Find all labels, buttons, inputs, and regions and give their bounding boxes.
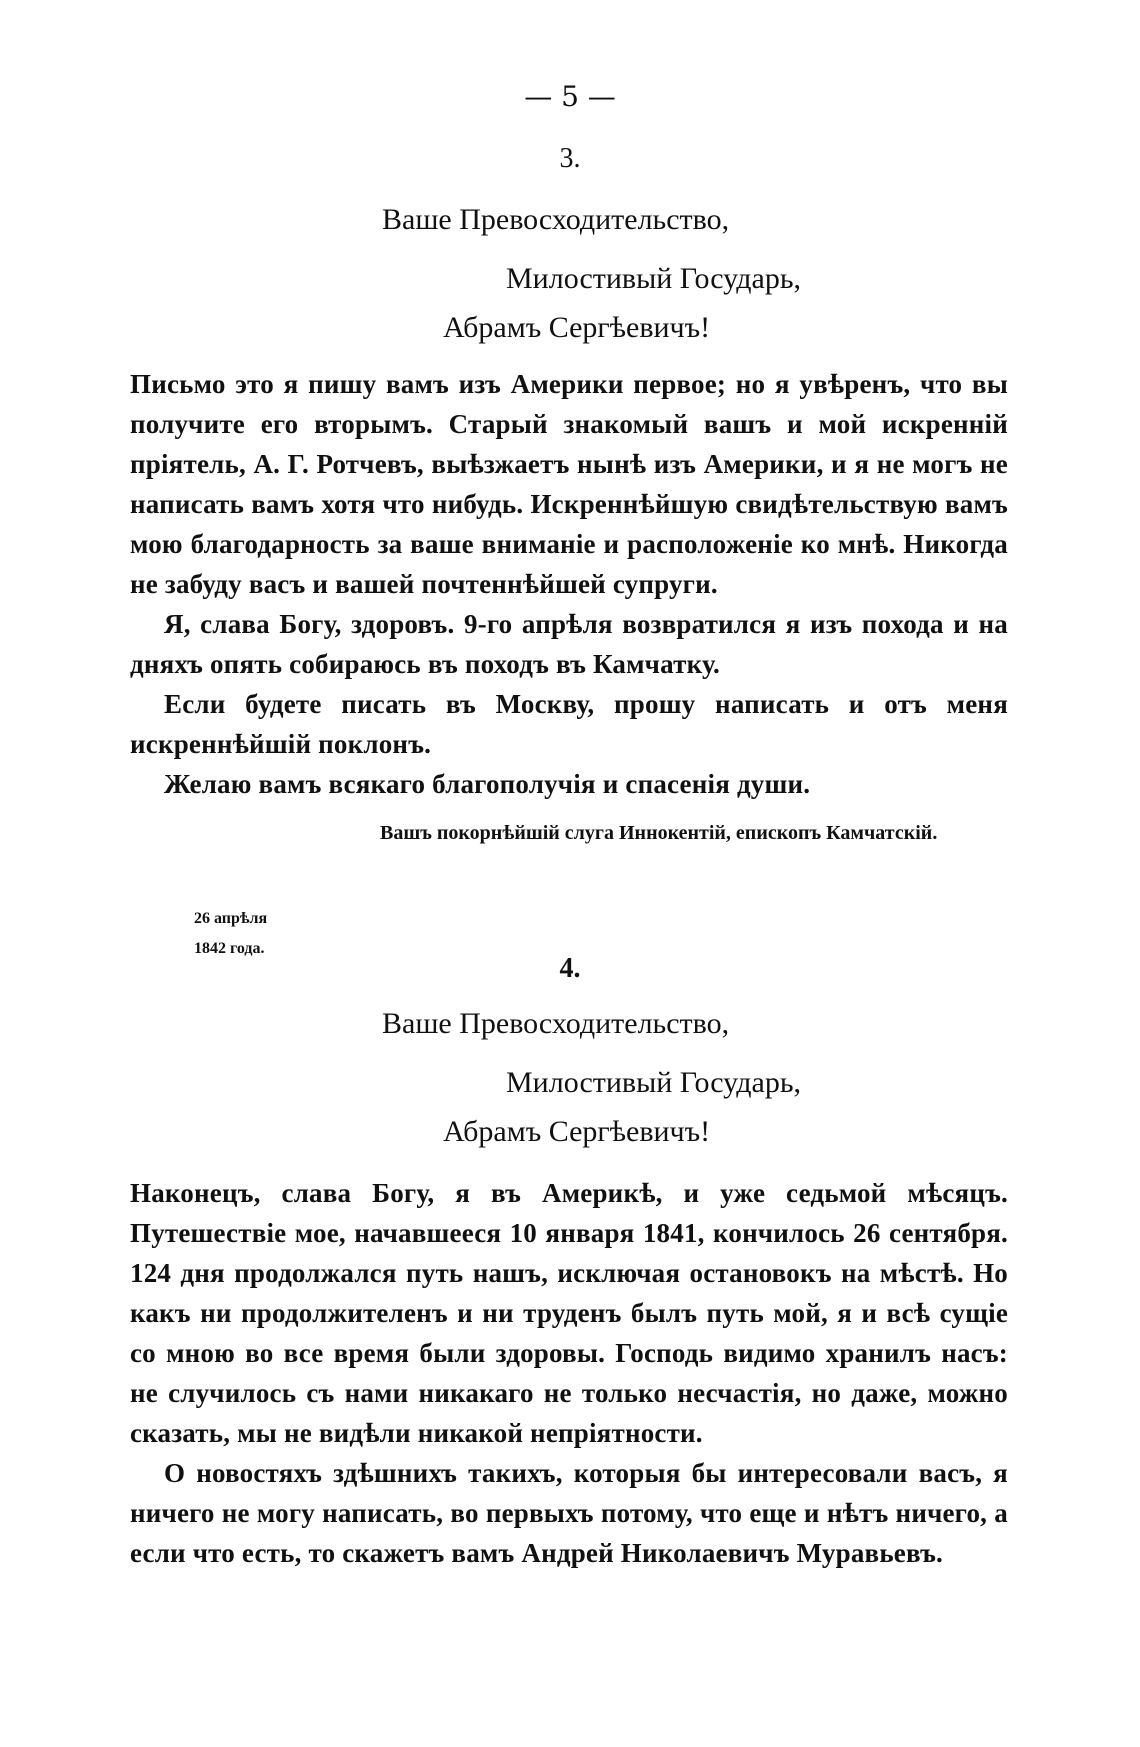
letter-3-paragraph-2: Я, слава Богу, здоровъ. 9-го апрѣля возвратился я изъ похода и на дняхъ опять собираюсь въ походъ въ Камчатку. [130,609,1008,679]
letter-4-body [130,1173,1008,1573]
letter-3-paragraph-1: Письмо это я пишу вамъ изъ Америки первое; но я увѣренъ, что вы получите его вторымъ. Старый знакомый вашъ и мой искренній пріятель, А. Г. Ротчевъ, выѣзжаетъ нынѣ изъ Америки, и я не могъ не написать вамъ хотя что нибудь. Искреннѣйшую свидѣтельствую вамъ мою благодарность за ваше вниманіе и расположеніе ко мнѣ. Никогда не забуду васъ и вашей почтеннѣйшей супруги. [130,369,1008,599]
letter-3-date-year: 1842 года. [194,940,265,957]
letter-3-signature: Вашъ покорнѣйшій слуга Иннокентій, епископъ Камчатскій. [380,822,938,844]
letter-3-body [130,364,1008,804]
letter-4-number: 4. [559,953,581,984]
letter-4-paragraph-1: Наконецъ, слава Богу, я въ Америкѣ, и уже седьмой мѣсяцъ. Путешествіе мое, начавшееся 10 января 1841, кончилось 26 сентября. 124 дня продолжался путь нашъ, исключая остановокъ на мѣстѣ. Но какъ ни продолжителенъ и ни труденъ былъ путь мой, я и всѣ сущіе со мною во все время были здоровы. Господь видимо хранилъ насъ: не случилось съ нами никакаго не только несчастія, но даже, можно сказать, мы не видѣли никакой непріятности. [130,1178,1008,1448]
letter-4-salutation-line-3: Абрамъ Сергѣевичъ! [443,1115,711,1148]
letter-3-date-day: 26 апрѣля [194,910,268,927]
letter-3-paragraph-4: Желаю вамъ всякаго благополучія и спасенія души. [164,769,811,799]
letter-3-salutation-line-1: Ваше Превосходительство, [382,203,730,236]
letter-4-salutation-line-2: Милостивый Государь, [506,1066,802,1099]
letter-3-salutation-line-3: Абрамъ Сергѣевичъ! [443,311,711,344]
page-number: — 5 — [524,80,616,113]
letter-4-salutation-line-1: Ваше Превосходительство, [382,1007,730,1040]
letter-3-number: 3. [559,143,581,174]
letter-4-paragraph-2: О новостяхъ здѣшнихъ такихъ, которыя бы интересовали васъ, я ничего не могу написать, во первыхъ потому, что еще и нѣтъ ничего, а если что есть, то скажетъ вамъ Андрей Николаевичъ Муравьевъ. [130,1458,1008,1568]
letter-3-salutation-line-2: Милостивый Государь, [506,262,802,295]
letter-3-paragraph-3: Если будете писать въ Москву, прошу написать и отъ меня искреннѣйшій поклонъ. [130,689,1008,759]
